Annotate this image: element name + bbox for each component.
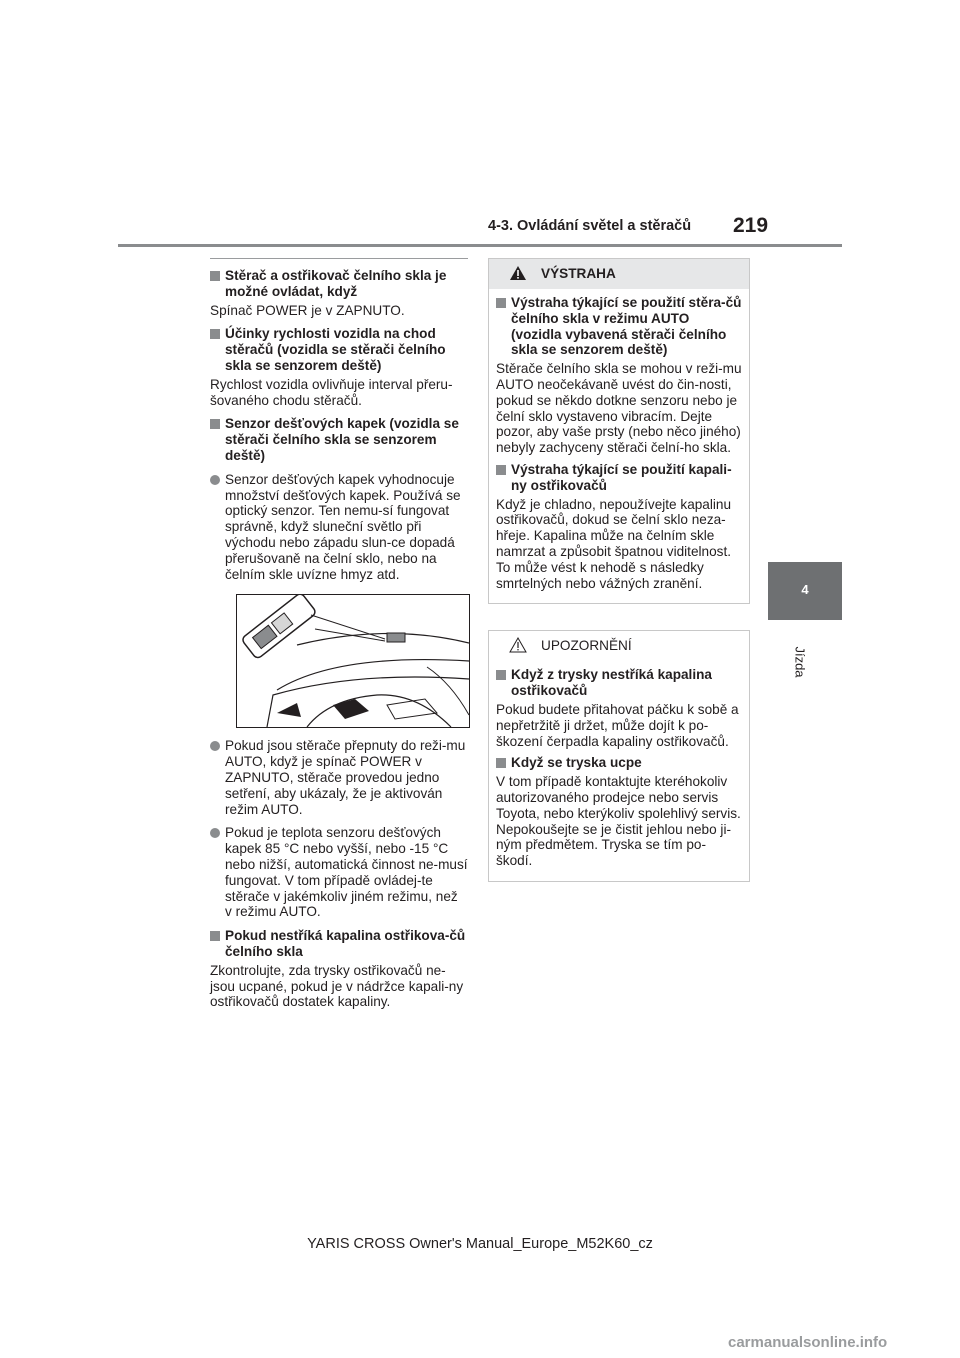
bullet-item: Pokud jsou stěrače přepnuty do reži-mu AUTO, když je spínač POWER v ZAPNUTO, stěrače provedou jedno setření, aby ukázaly, že je aktivován režim AUTO.: [210, 738, 468, 817]
paragraph: V tom případě kontaktujte kteréhokoliv autorizovaného prodejce nebo servis Toyota, nebo kterýkoliv spolehlivý servis. Nepokoušejte se je čistit jehlou nebo ji-ným předmětem. Tryska se tím po-škodí.: [496, 774, 741, 869]
section-title: 4-3. Ovládání světel a stěračů: [488, 218, 692, 234]
paragraph: Pokud budete přitahovat páčku k sobě a nepřetržitě ji držet, může dojít k po-škození čerpadla kapaliny ostřikovačů.: [496, 701, 739, 749]
warning-label: VÝSTRAHA: [541, 266, 616, 281]
rain-sensor-illustration: [236, 594, 470, 728]
caution-box: [488, 630, 750, 882]
square-bullet-icon: [496, 758, 506, 768]
chapter-tab: [768, 562, 842, 620]
round-bullet-icon: [210, 828, 220, 838]
header-rule: [118, 244, 842, 247]
chapter-title: Jízda: [792, 646, 808, 678]
square-bullet-icon: [210, 419, 220, 429]
square-bullet-icon: [496, 465, 506, 475]
paragraph: Stěrače čelního skla se mohou v reži-mu AUTO neočekávaně uvést do čin-nosti, pokud se někdo dotkne senzoru nebo je čelní sklo vystaveno vibracím. Dejte pozor, aby vaše prsty (nebo něco jiného) nebyly zachyceny stěrači čelní-ho skla.: [496, 361, 742, 456]
subheading: Výstraha týkající se použití stěra-čů čelního skla v režimu AUTO (vozidla vybavená stěrači čelního skla se senzorem deště): [496, 295, 742, 358]
subheading: Pokud nestříká kapalina ostřikova-čů čelního skla: [210, 928, 468, 960]
paragraph: Zkontrolujte, zda trysky ostřikovačů ne-jsou ucpané, pokud je v nádržce kapali-ny ostřikovačů dostatek kapaliny.: [210, 962, 464, 1010]
watermark: carmanualsonline.info: [728, 1334, 888, 1351]
bullet-item: Pokud je teplota senzoru dešťových kapek 85 °C nebo vyšší, nebo -15 °C nebo nižší, automatická činnost ne-musí fungovat. V tom případě ovládej-te stěrače v jakémkoliv jiném režimu, než v režimu AUTO.: [210, 825, 468, 920]
round-bullet-icon: [210, 475, 220, 485]
paragraph: Spínač POWER je v ZAPNUTO.: [210, 302, 405, 318]
column-top-rule: [210, 258, 468, 259]
chapter-title-vertical: [793, 632, 807, 692]
bullet-item: Senzor dešťových kapek vyhodnocuje množství dešťových kapek. Používá se optický senzor. Ten nemu-sí fungovat správně, když sluneční světlo při východu nebo západu slun-ce dopadá přerušovaně na čelní sklo, nebo na čelním skle uvízne hmyz atd.: [210, 472, 468, 583]
caution-triangle-icon: [509, 637, 527, 653]
subheading: Když z trysky nestříká kapalina ostřikovačů: [496, 667, 742, 699]
warning-triangle-icon: [509, 265, 527, 281]
square-bullet-icon: [210, 931, 220, 941]
caution-header: [489, 631, 749, 661]
paragraph: Rychlost vozidla ovlivňuje interval přeru-šovaného chodu stěračů.: [210, 376, 453, 408]
round-bullet-icon: [210, 741, 220, 751]
square-bullet-icon: [496, 670, 506, 680]
right-column: [488, 258, 750, 882]
subheading: Stěrač a ostřikovač čelního skla je možné ovládat, když: [210, 268, 468, 300]
warning-header: [489, 259, 749, 289]
subheading: Účinky rychlosti vozidla na chod stěračů (vozidla se stěrači čelního skla se senzorem deště): [210, 326, 468, 373]
caution-label: UPOZORNĚNÍ: [541, 638, 632, 654]
subheading: Senzor dešťových kapek (vozidla se stěrači čelního skla se senzorem deště): [210, 416, 468, 463]
subheading: Výstraha týkající se použití kapali-ny ostřikovačů: [496, 462, 742, 494]
document-footer: YARIS CROSS Owner's Manual_Europe_M52K60_cz: [307, 1236, 653, 1252]
square-bullet-icon: [210, 271, 220, 281]
left-column: [210, 258, 468, 1014]
subheading: Když se tryska ucpe: [496, 755, 742, 771]
page-number: 219: [733, 214, 769, 237]
car-windshield-sensor-icon: [237, 595, 469, 727]
paragraph: Když je chladno, nepoužívejte kapalinu ostřikovačů, dokud se čelní sklo neza-hřeje. Kapalina může na čelním skle namrzat a způsobit špatnou viditelnost. To může vést k nehodě s následky smrtelných nebo vážných zranění.: [496, 496, 732, 591]
warning-box: [488, 258, 750, 604]
square-bullet-icon: [210, 329, 220, 339]
square-bullet-icon: [496, 298, 506, 308]
chapter-number: 4: [801, 582, 809, 597]
